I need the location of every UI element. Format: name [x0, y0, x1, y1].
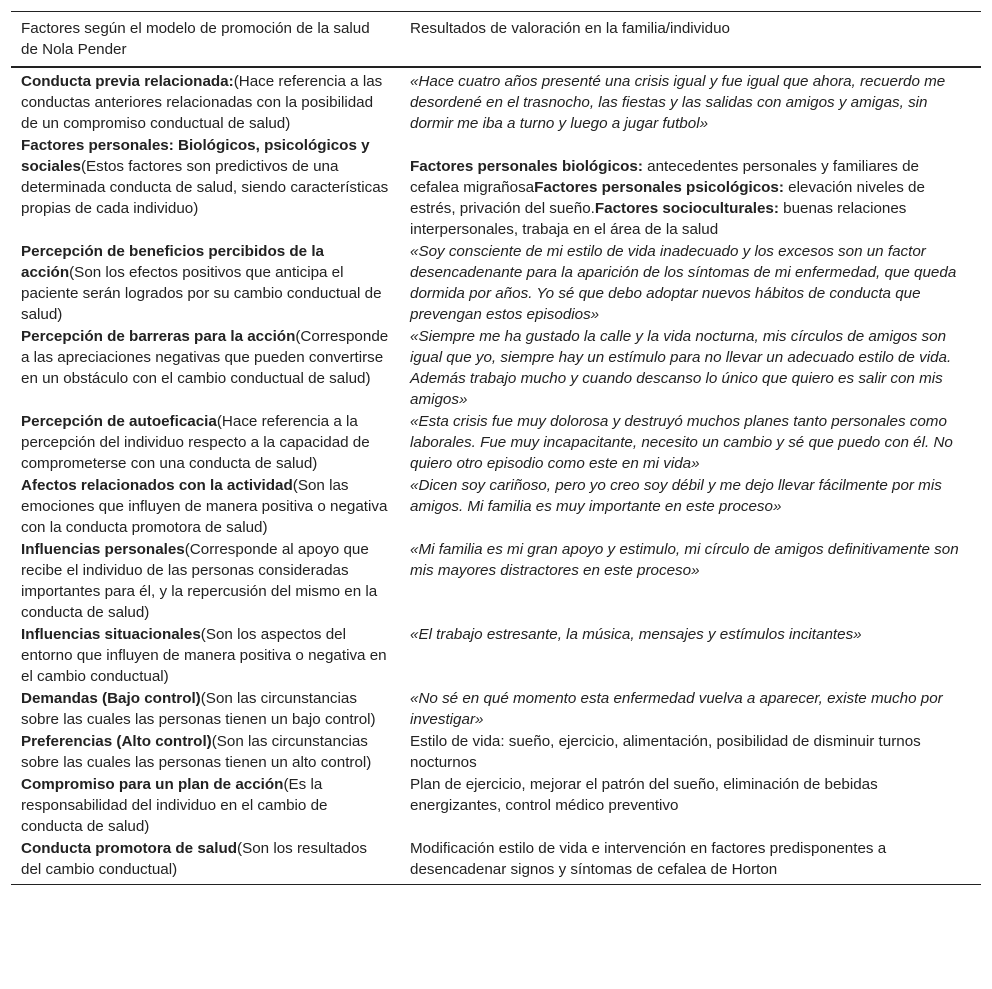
factor-description: (Corresponde al apoyo que recibe el individuo de las personas consideradas importantes para él, y la repercusión del mismo en la conducta de salud) — [21, 541, 378, 621]
factor-description: (Son los efectos positivos que anticipa el paciente serán logrados por su cambio conductual de salud) — [21, 264, 382, 323]
factor-name: Compromiso para un plan de acción — [21, 776, 284, 793]
result-cell: «Soy consciente de mi estilo de vida inadecuado y los excesos son un factor desencadenante para la aparición de los síntomas de mi enfermedad, que queda dormida por años. Yo sé que debo adoptar nuevos hábitos de conducta que prevengan estos episodios» — [410, 243, 957, 323]
factor-name: Influencias situacionales — [21, 626, 201, 643]
result-label: Factores personales biológicos: — [410, 158, 643, 175]
result-cell: «Dicen soy cariñoso, pero yo creo soy débil y me dejo llevar fácilmente por mis amigos. Mi familia es muy importante en este proceso» — [410, 477, 942, 515]
factor-description: (Hace referencia a la percepción del individuo respecto a la capacidad de comprometerse con una conducta de salud) — [21, 413, 370, 472]
result-cell: «El trabajo estresante, la música, mensajes y estímulos incitantes» — [410, 626, 862, 643]
table-row — [11, 774, 981, 838]
factor-name: Preferencias (Alto control) — [21, 733, 212, 750]
table-row — [11, 624, 981, 688]
factor-cell — [11, 774, 400, 838]
factor-cell — [11, 135, 400, 241]
table-row — [11, 475, 981, 539]
factor-name: Demandas (Bajo control) — [21, 690, 201, 707]
factor-name: Factores personales: Biológicos, psicológicos y sociales — [21, 137, 370, 175]
pender-model-table — [11, 11, 981, 885]
factor-description: (Estos factores son predictivos de una determinada conducta de salud, siendo características propias de cada individuo) — [21, 158, 389, 217]
table-row — [11, 838, 981, 885]
table-row — [11, 688, 981, 731]
factor-name: Percepción de barreras para la acción — [21, 328, 296, 345]
result-cell: «No sé en qué momento esta enfermedad vuelva a aparecer, existe mucho por investigar» — [410, 690, 943, 728]
factor-description: (Hace referencia a las conductas anteriores relacionadas con la posibilidad de un compromiso conductual de salud) — [21, 73, 383, 132]
table-row — [11, 326, 981, 411]
factor-name: Conducta promotora de salud — [21, 840, 238, 857]
result-cell: «Mi familia es mi gran apoyo y estimulo, mi círculo de amigos definitivamente son mis mayores distractores en este proceso» — [410, 541, 959, 579]
table-row — [11, 411, 981, 475]
factor-description: (Son las emociones que influyen de manera positiva o negativa con la conducta promotora de salud) — [21, 477, 388, 536]
result-cell: «Esta crisis fue muy dolorosa y destruyó muchos planes tanto personales como laborales. Fue muy incapacitante, necesito un cambio y sé que puedo con él. No quiero otro episodio como este en mi vida» — [410, 413, 953, 472]
factor-cell — [11, 539, 400, 624]
factor-cell — [11, 411, 400, 475]
factor-name: Afectos relacionados con la actividad — [21, 477, 293, 494]
factor-description: (Son los resultados del cambio conductual) — [21, 840, 368, 878]
header-row — [11, 12, 981, 68]
table-row — [11, 135, 981, 241]
result-text: elevación niveles de estrés, privación del sueño. — [410, 179, 925, 217]
result-cell — [400, 135, 981, 241]
factor-cell — [11, 838, 400, 885]
factor-description: (Son las circunstancias sobre las cuales las personas tienen un bajo control) — [21, 690, 376, 728]
factor-name: Percepción de autoeficacia — [21, 413, 217, 430]
result-cell: Modificación estilo de vida e intervención en factores predisponentes a desencadenar signos y síntomas de cefalea de Horton — [410, 840, 887, 878]
table-header — [11, 12, 981, 68]
factor-cell — [11, 624, 400, 688]
result-label: Factores socioculturales: — [594, 200, 779, 217]
factor-cell — [11, 731, 400, 774]
table-row — [11, 241, 981, 326]
table-row — [11, 67, 981, 135]
factor-cell — [11, 475, 400, 539]
header-factor: Factores según el modelo de promoción de la salud de Nola Pender — [21, 20, 370, 58]
result-cell: «Siempre me ha gustado la calle y la vida nocturna, mis círculos de amigos son igual que yo, siempre hay un estímulo para no llevar un adecuado estilo de vida. Además trabajo mucho y cuando descanso lo único que quiero es salir con mis amigos» — [410, 328, 952, 408]
factor-name: Conducta previa relacionada: — [21, 73, 234, 90]
factor-description: (Son los aspectos del entorno que influyen de manera positiva o negativa en el cambio conductual) — [21, 626, 387, 685]
table-row — [11, 731, 981, 774]
factor-description: (Es la responsabilidad del individuo en el cambio de conducta de salud) — [21, 776, 328, 835]
factor-cell — [11, 67, 400, 135]
result-text: antecedentes personales y familiares de cefalea migrañosa — [410, 158, 920, 196]
factor-description: (Son las circunstancias sobre las cuales las personas tienen un alto control) — [21, 733, 372, 771]
table-row — [11, 539, 981, 624]
factor-name: Percepción de beneficios percibidos de la acción — [21, 243, 325, 281]
result-cell: «Hace cuatro años presenté una crisis igual y fue igual que ahora, recuerdo me desordené en el trasnocho, las fiestas y las salidas con amigos y amigas, sin dormir me iba a turno y luego a jugar futbol» — [410, 73, 946, 132]
result-cell: Estilo de vida: sueño, ejercicio, alimentación, posibilidad de disminuir turnos nocturnos — [410, 733, 921, 771]
factor-description: (Corresponde a las apreciaciones negativas que pueden convertirse en un obstáculo con el cambio conductual de salud) — [21, 328, 389, 387]
factor-cell — [11, 688, 400, 731]
table-body — [11, 67, 981, 885]
factor-cell — [11, 241, 400, 326]
factor-name: Influencias personales — [21, 541, 185, 558]
result-cell: Plan de ejercicio, mejorar el patrón del sueño, eliminación de bebidas energizantes, control médico preventivo — [410, 776, 878, 814]
result-label: Factores personales psicológicos: — [534, 179, 784, 196]
factor-cell — [11, 326, 400, 411]
header-result: Resultados de valoración en la familia/individuo — [410, 20, 730, 37]
result-text: buenas relaciones interpersonales, trabaja en el área de la salud — [410, 200, 907, 238]
